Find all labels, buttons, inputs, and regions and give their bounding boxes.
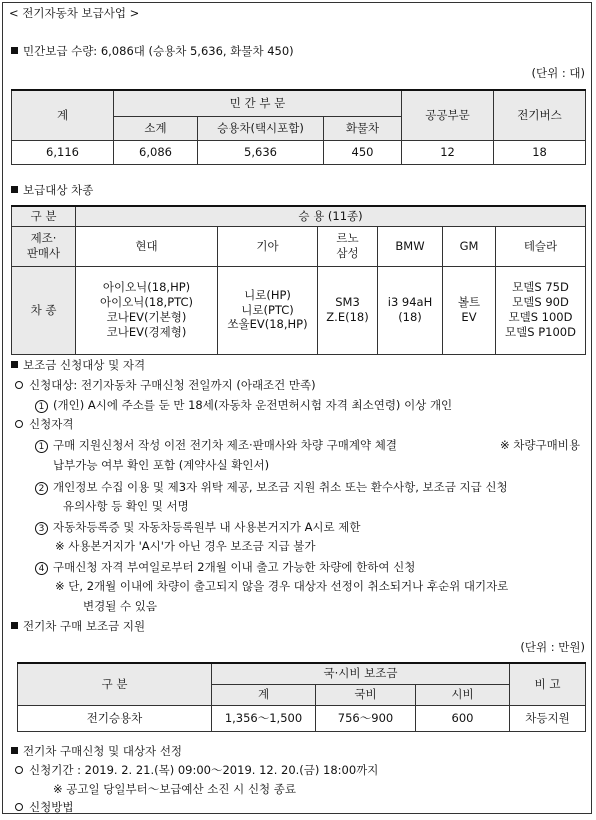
- header-total: 계: [212, 684, 316, 705]
- section-target-vehicles: [11, 183, 93, 199]
- vehicle-table: [11, 205, 586, 355]
- qual-item-4: 4 구매신청 자격 부여일로부터 2개월 이내 출고 가능한 차량에 한하여 신청: [35, 560, 415, 576]
- header-category: 구 분: [18, 663, 212, 705]
- cell-note: 차등지원: [510, 705, 586, 731]
- number-1-icon: 1: [35, 440, 48, 453]
- cell-category: 전기승용차: [18, 705, 212, 731]
- models-kia: 니로(HP) 니로(PTC) 쏘울EV(18,HP): [218, 266, 318, 354]
- models-renault: SM3 Z.E(18): [318, 266, 378, 354]
- number-4-icon: 4: [35, 562, 48, 575]
- maker-bmw: BMW: [378, 226, 443, 266]
- header-passenger-types: 승 용 (11종): [76, 206, 586, 226]
- section-title: 전기차 구매신청 및 대상자 선정: [23, 744, 183, 758]
- cell-national: 756～900: [316, 705, 416, 731]
- section-title: 보급대상 차종: [23, 183, 94, 197]
- cell-truck: 450: [324, 140, 402, 164]
- header-note: 비 고: [510, 663, 586, 705]
- header-passenger: 승용차(택시포함): [198, 116, 324, 140]
- header-national: 국비: [316, 684, 416, 705]
- section-title: 민간보급 수량: 6,086대 (승용차 5,636, 화물차 450): [23, 44, 294, 58]
- qualification-line: 신청자격: [15, 417, 73, 433]
- number-2-icon: 2: [35, 482, 48, 495]
- circle-bullet-icon: [15, 803, 23, 811]
- maker-renault-samsung: 르노 삼성: [318, 226, 378, 266]
- qual-item-2: 2 개인정보 수집 이용 및 제3자 위탁 제공, 보조금 지원 취소 또는 환수사항, 보조금 지급 신청: [35, 480, 508, 496]
- header-city: 시비: [416, 684, 510, 705]
- cell-passenger: 5,636: [198, 140, 324, 164]
- qual-item-1-cont: 납부가능 여부 확인 포함 (계약사실 확인서): [53, 458, 270, 472]
- supply-table: [11, 89, 586, 165]
- subsidy-table: [17, 662, 586, 732]
- square-bullet-icon: [11, 622, 18, 629]
- document-title: < 전기자동차 보급사업 >: [9, 6, 140, 20]
- section-application: [11, 744, 182, 760]
- cell-subtotal: 6,086: [114, 140, 198, 164]
- circle-bullet-icon: [15, 420, 23, 428]
- cell-public: 12: [402, 140, 494, 164]
- square-bullet-icon: [11, 361, 18, 368]
- header-total: 계: [12, 90, 114, 140]
- qual-item-4-note: ※ 단, 2개월 이내에 차량이 출고되지 않을 경우 대상자 선정이 취소되거나 후순위 대기자로: [55, 579, 509, 593]
- section-eligibility: [11, 358, 145, 374]
- qual-item-3: 3 자동차등록증 및 자동차등록원부 내 사용본거지가 A시로 제한: [35, 520, 361, 536]
- qual-item-3-note: ※ 사용본거지가 'A시'가 아닌 경우 보조금 지급 불가: [55, 539, 316, 553]
- unit-label: (단위 : 대): [531, 66, 585, 80]
- document-page: [2, 2, 592, 814]
- maker-gm: GM: [443, 226, 496, 266]
- models-gm: 볼트 EV: [443, 266, 496, 354]
- header-category: 구 분: [12, 206, 76, 226]
- circle-bullet-icon: [15, 381, 23, 389]
- row-label-models: 차 종: [12, 266, 76, 354]
- section-subsidy: [11, 619, 145, 635]
- circle-bullet-icon: [15, 766, 23, 774]
- unit-label: (단위 : 만원): [520, 640, 585, 654]
- square-bullet-icon: [11, 186, 18, 193]
- application-period-note: ※ 공고일 당일부터～보급예산 소진 시 신청 종료: [53, 782, 297, 796]
- models-tesla: 모델S 75D 모델S 90D 모델S 100D 모델S P100D: [496, 266, 586, 354]
- models-bmw: i3 94aH (18): [378, 266, 443, 354]
- maker-kia: 기아: [218, 226, 318, 266]
- header-bus: 전기버스: [494, 90, 586, 140]
- square-bullet-icon: [11, 747, 18, 754]
- cell-city: 600: [416, 705, 510, 731]
- number-1-icon: 1: [35, 400, 48, 413]
- application-period: 신청기간 : 2019. 2. 21.(목) 09:00～2019. 12. 20.(금) 18:00까지: [15, 763, 378, 779]
- section-title: 보조금 신청대상 및 자격: [23, 358, 146, 372]
- target-line: 신청대상: 전기자동차 구매신청 전일까지 (아래조건 만족): [15, 378, 316, 394]
- cell-total: 6,116: [12, 140, 114, 164]
- section-supply-quantity: [11, 44, 294, 60]
- cell-bus: 18: [494, 140, 586, 164]
- maker-tesla: 테슬라: [496, 226, 586, 266]
- models-hyundai: 아이오닉(18,HP) 아이오닉(18,PTC) 코나EV(기본형) 코나EV(경제형): [76, 266, 218, 354]
- cell-total: 1,356～1,500: [212, 705, 316, 731]
- qual-item-4-note-cont: 변경될 수 있음: [83, 599, 157, 613]
- qual-item-2-cont: 유의사항 등 확인 및 서명: [63, 499, 189, 513]
- header-subsidy: 국·시비 보조금: [212, 663, 510, 684]
- application-method: 신청방법: [15, 800, 73, 814]
- qual-item-1: 1 구매 지원신청서 작성 이전 전기차 제조·판매사와 차량 구매계약 체결: [35, 438, 397, 454]
- header-subtotal: 소계: [114, 116, 198, 140]
- number-3-icon: 3: [35, 522, 48, 535]
- section-title: 전기차 구매 보조금 지원: [23, 619, 146, 633]
- header-truck: 화물차: [324, 116, 402, 140]
- qual-item-1-note: ※ 차량구매비용: [500, 438, 580, 452]
- header-public: 공공부문: [402, 90, 494, 140]
- target-item: 1 (개인) A시에 주소를 둔 만 18세(자동차 운전면허시험 자격 최소연령) 이상 개인: [35, 398, 452, 414]
- square-bullet-icon: [11, 47, 18, 54]
- header-private: 민 간 부 문: [114, 90, 402, 116]
- header-maker: 제조· 판매사: [12, 226, 76, 266]
- maker-hyundai: 현대: [76, 226, 218, 266]
